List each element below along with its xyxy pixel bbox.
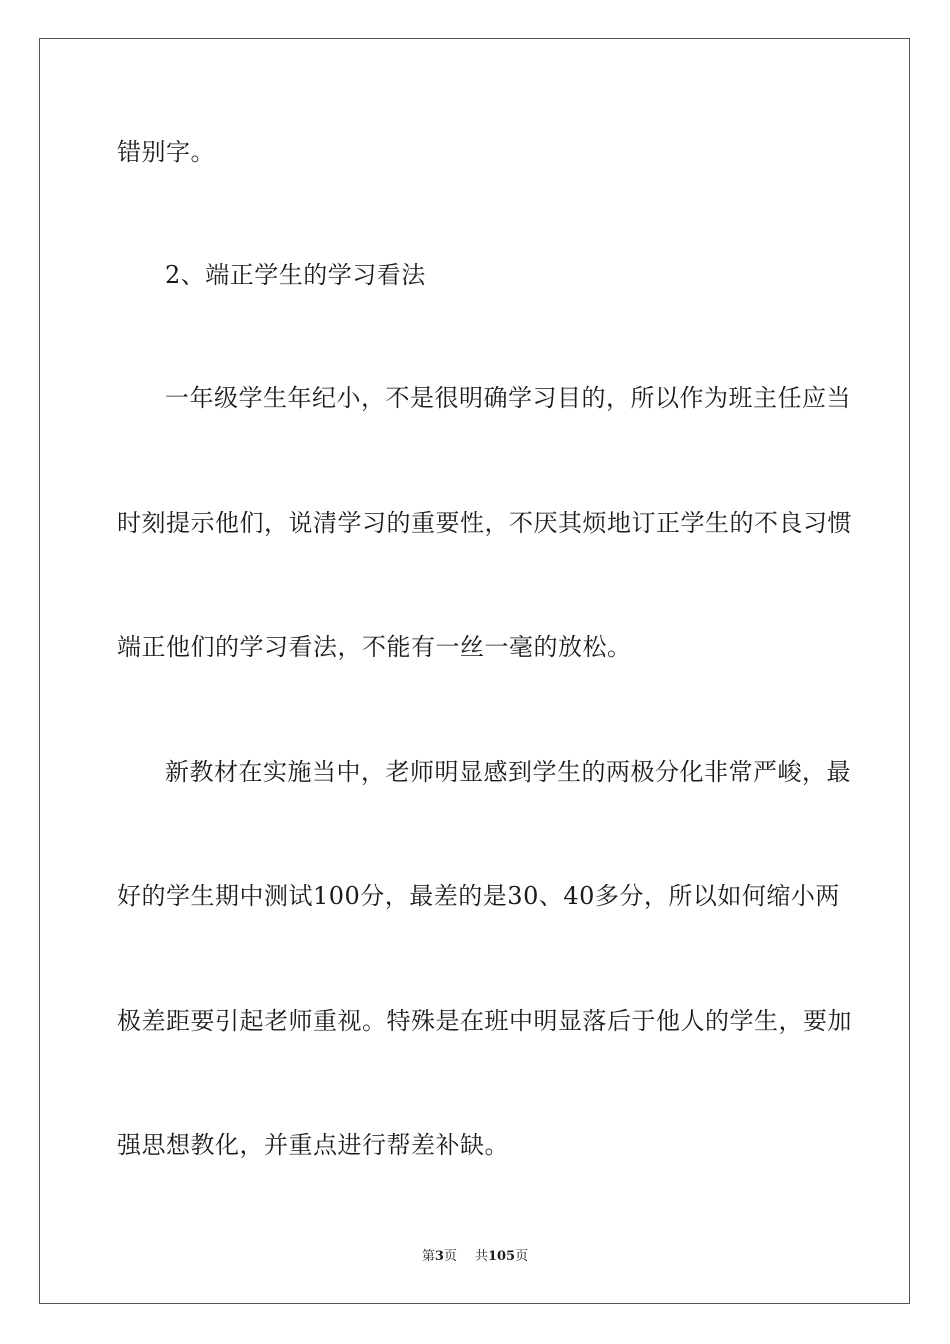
page-border (39, 38, 910, 1304)
footer-total-pages: 105 (487, 1249, 516, 1264)
footer-page-number: 3 (434, 1249, 444, 1264)
text-line-9: 强思想教化，并重点进行帮差补缺。 (117, 1131, 509, 1159)
text-line-8: 极差距要引起老师重视。特殊是在班中明显落后于他人的学生，要加 (117, 1007, 852, 1035)
page-footer (0, 1249, 950, 1265)
footer-total-suffix: 页 (515, 1249, 529, 1264)
text-line-5: 端正他们的学习看法，不能有一丝一毫的放松。 (117, 633, 632, 661)
text-line-3: 一年级学生年纪小，不是很明确学习目的，所以作为班主任应当 (165, 384, 851, 412)
footer-page-prefix: 第 (421, 1249, 435, 1264)
footer-total-prefix: 共 (474, 1249, 488, 1264)
text-line-1: 错别字。 (117, 138, 215, 166)
text-line-7: 好的学生期中测试100分，最差的是30、40多分，所以如何缩小两 (117, 882, 840, 910)
footer-page-suffix: 页 (443, 1249, 457, 1264)
text-line-4: 时刻提示他们，说清学习的重要性，不厌其烦地订正学生的不良习惯 (117, 509, 852, 537)
text-line-6: 新教材在实施当中，老师明显感到学生的两极分化非常严峻，最 (165, 758, 851, 786)
section-heading: 2、端正学生的学习看法 (165, 261, 426, 289)
